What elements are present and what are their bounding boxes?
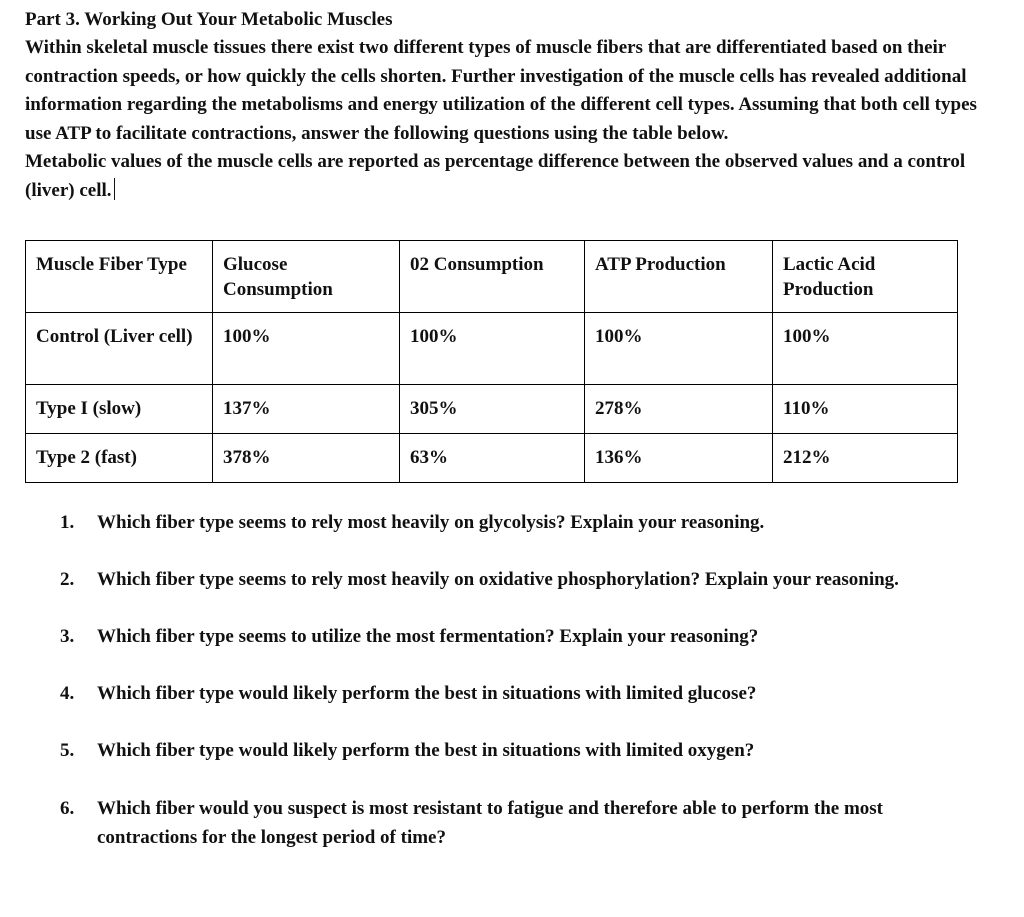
question-list	[60, 508, 960, 852]
table-cell: 378%	[213, 434, 400, 483]
table-cell: 63%	[400, 434, 585, 483]
header-o2-consumption: 02 Consumption	[400, 241, 585, 313]
question-item	[60, 679, 960, 708]
table-cell: 100%	[585, 313, 773, 385]
question-number: 5.	[60, 740, 75, 761]
table-cell: 278%	[585, 385, 773, 434]
metabolic-values-table	[25, 240, 958, 483]
question-text: Which fiber type would likely perform the best in situations with limited oxygen?	[97, 740, 755, 761]
table-cell: 100%	[400, 313, 585, 385]
table-cell: 136%	[585, 434, 773, 483]
question-item	[60, 565, 960, 594]
question-text: Which fiber type seems to rely most heavily on glycolysis? Explain your reasoning.	[97, 512, 765, 533]
table-cell: Control (Liver cell)	[26, 313, 213, 385]
table-header-row	[26, 241, 958, 313]
question-item	[60, 622, 960, 651]
table-cell: 305%	[400, 385, 585, 434]
question-number: 4.	[60, 683, 75, 704]
question-number: 1.	[60, 512, 75, 533]
table-cell: 100%	[213, 313, 400, 385]
text-cursor	[114, 178, 115, 200]
table-cell: 137%	[213, 385, 400, 434]
question-number: 2.	[60, 569, 75, 590]
table-cell: 110%	[773, 385, 958, 434]
question-text: Which fiber type would likely perform the best in situations with limited glucose?	[97, 683, 757, 704]
intro-paragraph: Within skeletal muscle tissues there exist two different types of muscle fibers that are differentiated based on their contraction speeds, or how quickly the cells shorten. Further investigation of the muscle cells has revealed additional information regarding the metabolisms and energy utilization of the different cell types. Assuming that both cell types use ATP to facilitate contractions, answer the following questions using the table below.	[25, 37, 977, 144]
table-cell: Type 2 (fast)	[26, 434, 213, 483]
question-item	[60, 508, 960, 537]
table-cell: Type I (slow)	[26, 385, 213, 434]
header-atp-production: ATP Production	[585, 241, 773, 313]
header-muscle-fiber-type: Muscle Fiber Type	[26, 241, 213, 313]
question-number: 6.	[60, 798, 75, 819]
question-text: Which fiber type seems to utilize the most fermentation? Explain your reasoning?	[97, 626, 759, 647]
table-cell: 212%	[773, 434, 958, 483]
metabolic-table-container	[25, 240, 958, 483]
question-text: Which fiber type seems to rely most heavily on oxidative phosphorylation? Explain your reasoning.	[97, 569, 899, 590]
question-item	[60, 736, 960, 765]
question-number: 3.	[60, 626, 75, 647]
table-note	[25, 148, 985, 205]
table-row-type-1	[26, 385, 958, 434]
section-heading: Part 3. Working Out Your Metabolic Muscles	[25, 9, 393, 30]
table-row-type-2	[26, 434, 958, 483]
document-body	[25, 6, 985, 206]
header-lactic-acid-production: Lactic Acid Production	[773, 241, 958, 313]
table-row-control	[26, 313, 958, 385]
question-text: Which fiber would you suspect is most resistant to fatigue and therefore able to perform the most contractions for the longest period of time?	[97, 798, 883, 848]
table-note-text: Metabolic values of the muscle cells are reported as percentage difference between the observed values and a control (liver) cell.	[25, 151, 966, 201]
header-glucose-consumption: Glucose Consumption	[213, 241, 400, 313]
table-cell: 100%	[773, 313, 958, 385]
question-item	[60, 794, 960, 852]
